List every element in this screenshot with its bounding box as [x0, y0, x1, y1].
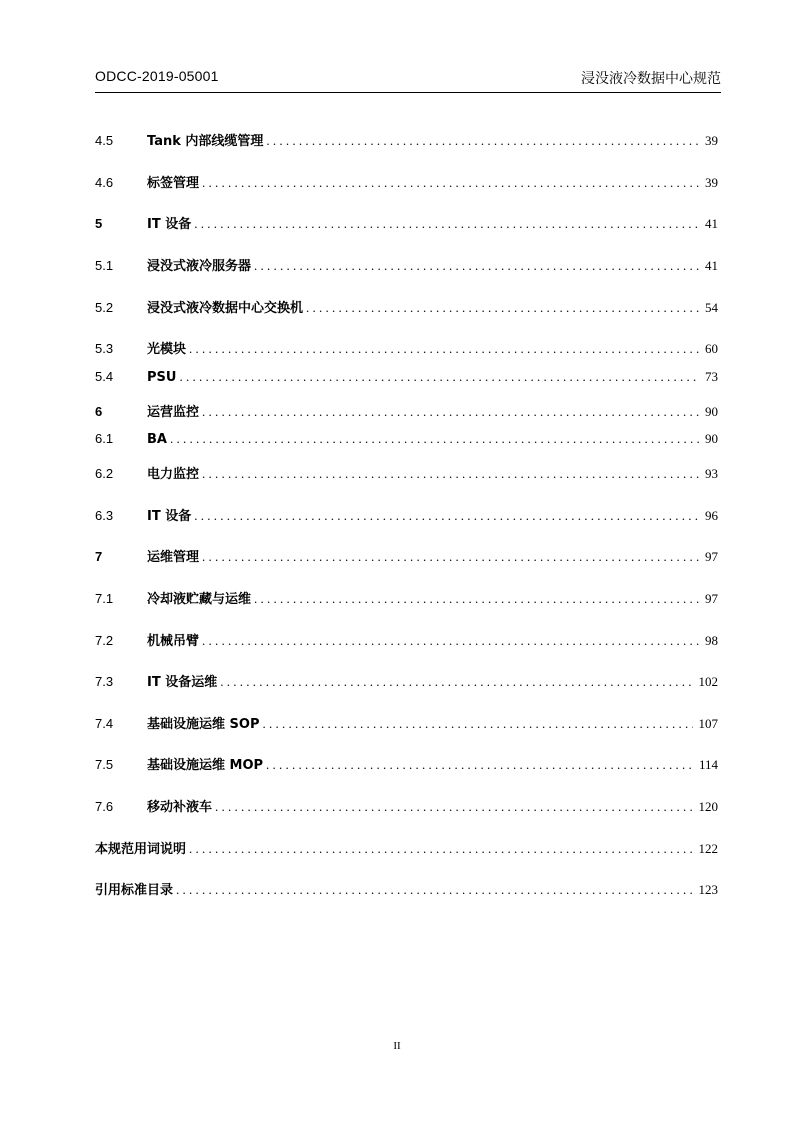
toc-leader-dots	[202, 549, 699, 565]
toc-entry-title: 冷却液贮藏与运维	[147, 592, 252, 607]
toc-leader-dots	[254, 258, 699, 274]
toc-leader-dots	[266, 757, 693, 773]
toc-leader-dots	[179, 369, 699, 385]
toc-entry-number: 7.2	[95, 633, 114, 648]
toc-entry-title: PSU	[147, 370, 177, 385]
toc-entry-title: 基础设施运维 MOP	[147, 758, 264, 773]
toc-entry[interactable]	[95, 671, 718, 691]
toc-leader-dots	[254, 591, 699, 607]
toc-leader-dots	[266, 133, 699, 149]
page-header	[95, 64, 721, 93]
toc-leader-dots	[189, 341, 699, 357]
toc-entry-number: 5.4	[95, 369, 114, 384]
toc-entry-page: 73	[705, 369, 718, 384]
toc-entry[interactable]	[95, 431, 718, 451]
toc-entry[interactable]	[95, 255, 718, 275]
toc-entry-page: 114	[698, 757, 718, 772]
toc-entry[interactable]	[95, 172, 718, 192]
toc-entry[interactable]	[95, 754, 718, 774]
toc-leader-dots	[262, 716, 692, 732]
toc-entry-page: 96	[705, 508, 718, 523]
toc-entry-title: 运维管理	[147, 550, 200, 565]
page-number: II	[393, 1040, 401, 1052]
toc-entry-page: 90	[705, 404, 718, 419]
toc-entry[interactable]	[95, 546, 718, 566]
toc-entry-title: 机械吊臂	[147, 634, 200, 649]
toc-entry-title: 浸没式液冷数据中心交换机	[147, 301, 304, 316]
toc-entry[interactable]	[95, 130, 718, 150]
toc-entry-title: 光模块	[147, 342, 187, 357]
toc-entry-number: 7.1	[95, 591, 114, 606]
toc-leader-dots	[202, 466, 699, 482]
toc-entry[interactable]	[95, 796, 718, 816]
toc-entry[interactable]	[95, 838, 718, 858]
toc-entry-title: 移动补液车	[147, 800, 213, 815]
toc-entry-page: 122	[698, 841, 718, 856]
toc-entry[interactable]	[95, 401, 718, 421]
toc-entry-page: 54	[705, 300, 718, 315]
toc-entry-number: 4.6	[95, 175, 114, 190]
toc-entry-number: 7	[95, 549, 103, 564]
toc-entry-number: 6.1	[95, 431, 114, 446]
toc-entry[interactable]	[95, 213, 718, 233]
toc-entry-title: Tank 内部线缆管理	[147, 134, 264, 149]
toc-entry-number: 6	[95, 404, 103, 419]
toc-entry-number: 4.5	[95, 133, 114, 148]
toc-entry-title: 标签管理	[147, 176, 200, 191]
toc-entry-number: 7.4	[95, 716, 114, 731]
toc-entry-title: IT 设备运维	[147, 675, 218, 690]
toc-entry[interactable]	[95, 297, 718, 317]
toc-leader-dots	[202, 633, 699, 649]
toc-entry[interactable]	[95, 588, 718, 608]
toc-entry-title: BA	[147, 432, 167, 447]
toc-entry-number: 7.3	[95, 674, 114, 689]
toc-entry-title: 引用标准目录	[95, 883, 174, 898]
toc-entry-page: 93	[705, 466, 718, 481]
toc-entry-page: 97	[705, 549, 718, 564]
toc-entry-title: IT 设备	[147, 217, 192, 232]
toc-leader-dots	[176, 882, 692, 898]
toc-entry-page: 41	[705, 216, 718, 231]
toc-entry-page: 102	[698, 674, 718, 689]
toc-leader-dots	[202, 404, 699, 420]
toc-entry[interactable]	[95, 630, 718, 650]
toc-entry-number: 6.3	[95, 508, 114, 523]
toc-entry-number: 5.1	[95, 258, 114, 273]
toc-leader-dots	[189, 841, 692, 857]
toc-entry-number: 7.5	[95, 757, 114, 772]
toc-entry-title: 浸没式液冷服务器	[147, 259, 252, 274]
toc-entry-page: 120	[698, 799, 718, 814]
toc-entry[interactable]	[95, 505, 718, 525]
toc-entry-page: 41	[705, 258, 718, 273]
toc-leader-dots	[194, 508, 699, 524]
toc-entry-title: 本规范用词说明	[95, 842, 187, 857]
toc-entry-page: 107	[698, 716, 718, 731]
toc-entry-page: 97	[705, 591, 718, 606]
toc-leader-dots	[202, 175, 699, 191]
toc-entry-number: 5.3	[95, 341, 114, 356]
toc-entry[interactable]	[95, 879, 718, 899]
toc-entry-title: IT 设备	[147, 509, 192, 524]
toc-entry-page: 39	[705, 133, 718, 148]
toc-entry-number: 5	[95, 216, 103, 231]
toc-entry-number: 5.2	[95, 300, 114, 315]
toc-leader-dots	[194, 216, 699, 232]
toc-entry-page: 123	[698, 882, 718, 897]
toc-entry-number: 7.6	[95, 799, 114, 814]
toc-entry[interactable]	[95, 369, 718, 389]
toc-leader-dots	[215, 799, 692, 815]
toc-entry-page: 98	[705, 633, 718, 648]
toc-entry-page: 90	[705, 431, 718, 446]
toc-entry-page: 60	[705, 341, 718, 356]
toc-leader-dots	[170, 431, 699, 447]
toc-entry-page: 39	[705, 175, 718, 190]
toc-entry[interactable]	[95, 338, 718, 358]
toc-entry[interactable]	[95, 713, 718, 733]
toc-leader-dots	[220, 674, 692, 690]
toc-entry-title: 运营监控	[147, 405, 200, 420]
toc-entry-number: 6.2	[95, 466, 114, 481]
document-id: ODCC-2019-05001	[95, 68, 219, 84]
toc-entry-title: 电力监控	[147, 467, 200, 482]
document-title: 浸没液冷数据中心规范	[581, 71, 721, 87]
toc-entry-title: 基础设施运维 SOP	[147, 717, 260, 732]
toc-leader-dots	[306, 300, 699, 316]
toc-entry[interactable]	[95, 463, 718, 483]
